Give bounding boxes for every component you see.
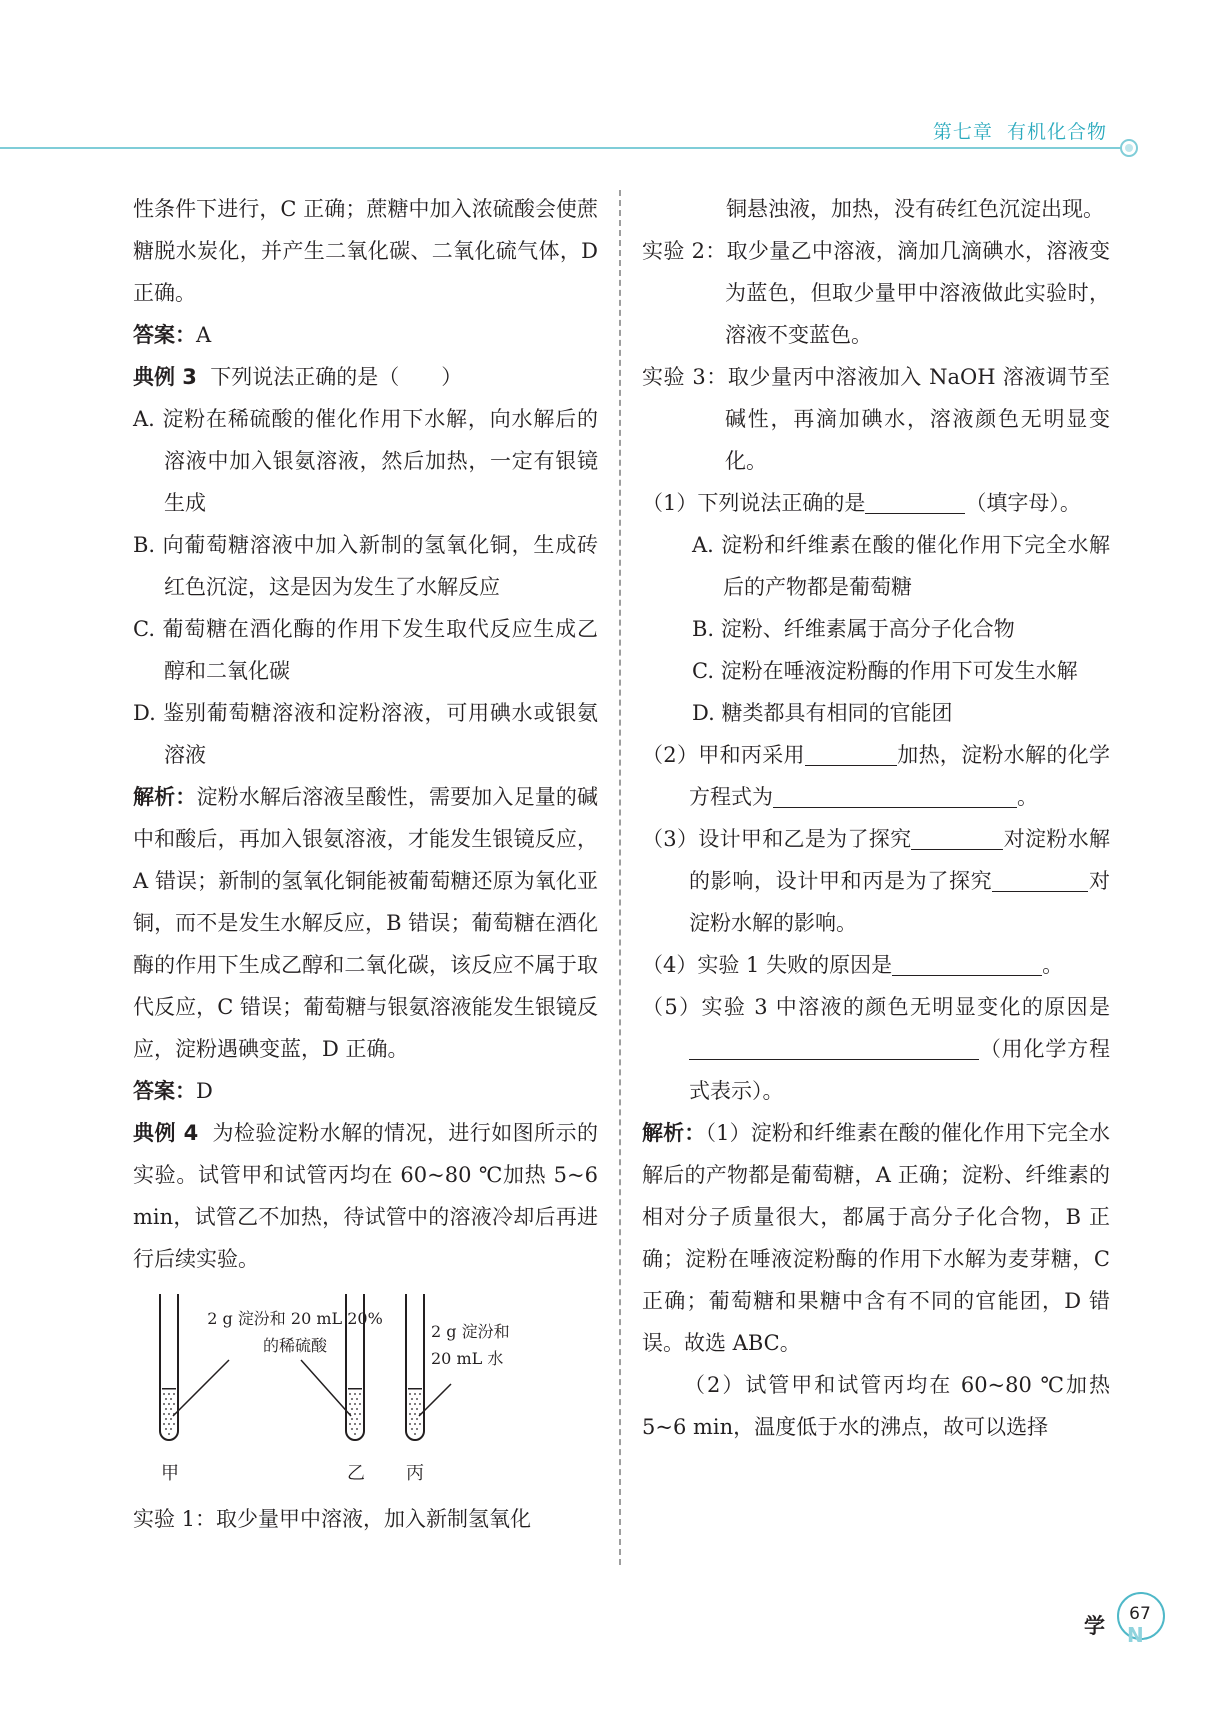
header-rule xyxy=(0,147,1122,149)
question-5-text: （5）实验 3 中溶液的颜色无明显变化的原因是 xyxy=(642,995,1110,1019)
figure-label-acid xyxy=(205,1305,385,1359)
test-tube-figure xyxy=(133,1288,598,1496)
answer-label: 答案： xyxy=(133,1079,196,1103)
q1-option-d: D. 糖类都具有相同的官能团 xyxy=(692,701,953,725)
example-text: 下列说法正确的是（ ） xyxy=(210,365,463,389)
option-c: C. 葡萄糖在酒化酶的作用下发生取代反应生成乙醇和二氧化碳 xyxy=(133,617,598,683)
answer-value: D xyxy=(196,1079,213,1103)
question-2 xyxy=(642,734,1110,818)
answer-blank[interactable] xyxy=(892,951,1042,976)
answer-blank[interactable] xyxy=(773,783,1017,808)
q1-option-c: C. 淀粉在唾液淀粉酶的作用下可发生水解 xyxy=(692,659,1078,683)
column-divider xyxy=(619,190,621,1565)
question-5 xyxy=(642,986,1110,1112)
experiment-3: 实验 3：取少量丙中溶液加入 NaOH 溶液调节至碱性，再滴加碘水，溶液颜色无明显变化。 xyxy=(642,365,1110,473)
liquid-bing xyxy=(408,1388,422,1435)
example-4-question xyxy=(133,1112,598,1280)
liquid-jia xyxy=(162,1388,176,1435)
analysis-label: 解析： xyxy=(133,785,197,809)
header-circle-ornament xyxy=(1120,139,1138,157)
example-text: 为检验淀粉水解的情况，进行如图所示的实验。试管甲和试管丙均在 60~80 ℃加热 5~6 min，试管乙不加热，待试管中的溶液冷却后再进行后续实验。 xyxy=(133,1121,598,1271)
figure-label-water-line1: 2 g 淀汾和 xyxy=(431,1322,510,1341)
answer-value: A xyxy=(196,323,212,347)
answer-blank[interactable] xyxy=(865,489,965,514)
example-3-question xyxy=(133,356,598,398)
analysis-text: 淀粉水解后溶液呈酸性，需要加入足量的碱中和酸后，再加入银氨溶液，才能发生银镜反应，A 错误；新制的氢氧化铜能被葡萄糖还原为氧化亚铜，而不是发生水解反应，B 错误；葡萄糖在酒化酶的作用下生成乙醇和二氧化碳，该反应不属于取代反应，C 错误；葡萄糖与银氨溶液能发生银镜反应，淀粉遇碘变蓝，D 正确。 xyxy=(133,785,599,1061)
option-a: A. 淀粉在稀硫酸的催化作用下水解，向水解后的溶液中加入银氨溶液，然后加热，一定有银镜生成 xyxy=(133,407,598,515)
chapter-number: 第七章 xyxy=(932,121,993,143)
option-d: D. 鉴别葡萄糖溶液和淀粉溶液，可用碘水或银氨溶液 xyxy=(133,701,598,767)
chapter-header xyxy=(933,117,1107,144)
tube-jia xyxy=(160,1294,178,1440)
analysis-4-part-2: （2）试管甲和试管丙均在 60~80 ℃加热 5~6 min，温度低于水的沸点，故可以选择 xyxy=(642,1373,1110,1439)
tube-label-jia: 甲 xyxy=(161,1463,179,1484)
analysis-4 xyxy=(642,1112,1110,1364)
pointer-yi xyxy=(301,1360,351,1416)
question-2-text-b: 加热，淀粉水解的化学方程式为 xyxy=(689,743,1110,809)
page-number: 67 xyxy=(1129,1604,1151,1624)
question-3-text-b: 对淀粉水解的影响，设计甲和丙是为了探究 xyxy=(689,827,1110,893)
left-column xyxy=(133,188,598,1540)
question-5-suffix: （用化学方程式表示）。 xyxy=(689,1037,1110,1103)
figure-label-acid-line1: 2 g 淀汾和 20 mL 20% xyxy=(207,1309,383,1328)
tube-bing xyxy=(406,1294,424,1440)
intro-text: 性条件下进行，C 正确；蔗糖中加入浓硫酸会使蔗糖脱水炭化，并产生二氧化碳、二氧化硫气体，D 正确。 xyxy=(133,197,598,305)
question-1 xyxy=(642,482,1110,524)
q1-option-a: A. 淀粉和纤维素在酸的催化作用下完全水解后的产物都是葡萄糖 xyxy=(692,533,1110,599)
answer-1 xyxy=(133,314,598,356)
analysis-label: 解析： xyxy=(642,1121,706,1145)
question-4 xyxy=(642,944,1110,986)
experiment-1-start: 实验 1：取少量甲中溶液，加入新制氢氧化 xyxy=(133,1507,532,1531)
analysis-3 xyxy=(133,776,598,1070)
chapter-title: 有机化合物 xyxy=(1006,121,1107,143)
question-4-text: （4）实验 1 失败的原因是 xyxy=(642,953,893,977)
answer-label: 答案： xyxy=(133,323,196,347)
answer-2 xyxy=(133,1070,598,1112)
question-1-text: （1）下列说法正确的是 xyxy=(642,491,866,515)
answer-blank[interactable] xyxy=(689,1035,979,1060)
question-2-text: （2）甲和丙采用 xyxy=(642,743,805,767)
footer-logo-letter: N xyxy=(1127,1623,1144,1647)
liquid-yi xyxy=(348,1388,362,1435)
experiment-1-continued: 铜悬浊液，加热，没有砖红色沉淀出现。 xyxy=(726,197,1104,221)
answer-blank[interactable] xyxy=(992,867,1088,892)
question-2-suffix: 。 xyxy=(1017,785,1038,809)
question-3-text: （3）设计甲和乙是为了探究 xyxy=(642,827,912,851)
experiment-2: 实验 2：取少量乙中溶液，滴加几滴碘水，溶液变为蓝色，但取少量甲中溶液做此实验时，溶液不变蓝色。 xyxy=(642,239,1110,347)
option-b: B. 向葡萄糖溶液中加入新制的氢氧化铜，生成砖红色沉淀，这是因为发生了水解反应 xyxy=(133,533,598,599)
pointer-jia xyxy=(173,1360,229,1416)
figure-label-water-line2: 20 mL 水 xyxy=(431,1349,504,1368)
analysis-text: （1）淀粉和纤维素在酸的催化作用下完全水解后的产物都是葡萄糖，A 正确；淀粉、纤维素的相对分子质量很大，都属于高分子化合物，B 正确；淀粉在唾液淀粉酶的作用下水解为麦芽糖，C 正确；葡萄糖和果糖中含有不同的官能团，D 错误。故选 ABC。 xyxy=(642,1121,1111,1355)
question-3 xyxy=(642,818,1110,944)
tube-label-bing: 丙 xyxy=(406,1463,424,1484)
figure-label-water xyxy=(431,1318,531,1372)
footer-subject-mark: 学 xyxy=(1084,1614,1105,1638)
answer-blank[interactable] xyxy=(911,825,1003,850)
right-column xyxy=(642,188,1110,1448)
question-4-suffix: 。 xyxy=(1042,953,1064,977)
question-1-suffix: （填字母）。 xyxy=(965,491,1081,515)
answer-blank[interactable] xyxy=(805,741,897,766)
q1-option-b: B. 淀粉、纤维素属于高分子化合物 xyxy=(692,617,1015,641)
example-label: 典例 4 xyxy=(133,1121,199,1145)
figure-label-acid-line2: 的稀硫酸 xyxy=(262,1336,327,1355)
example-label: 典例 3 xyxy=(133,365,197,389)
tube-label-yi: 乙 xyxy=(347,1463,365,1484)
question-3-suffix: 对淀粉水解的影响。 xyxy=(689,869,1111,935)
